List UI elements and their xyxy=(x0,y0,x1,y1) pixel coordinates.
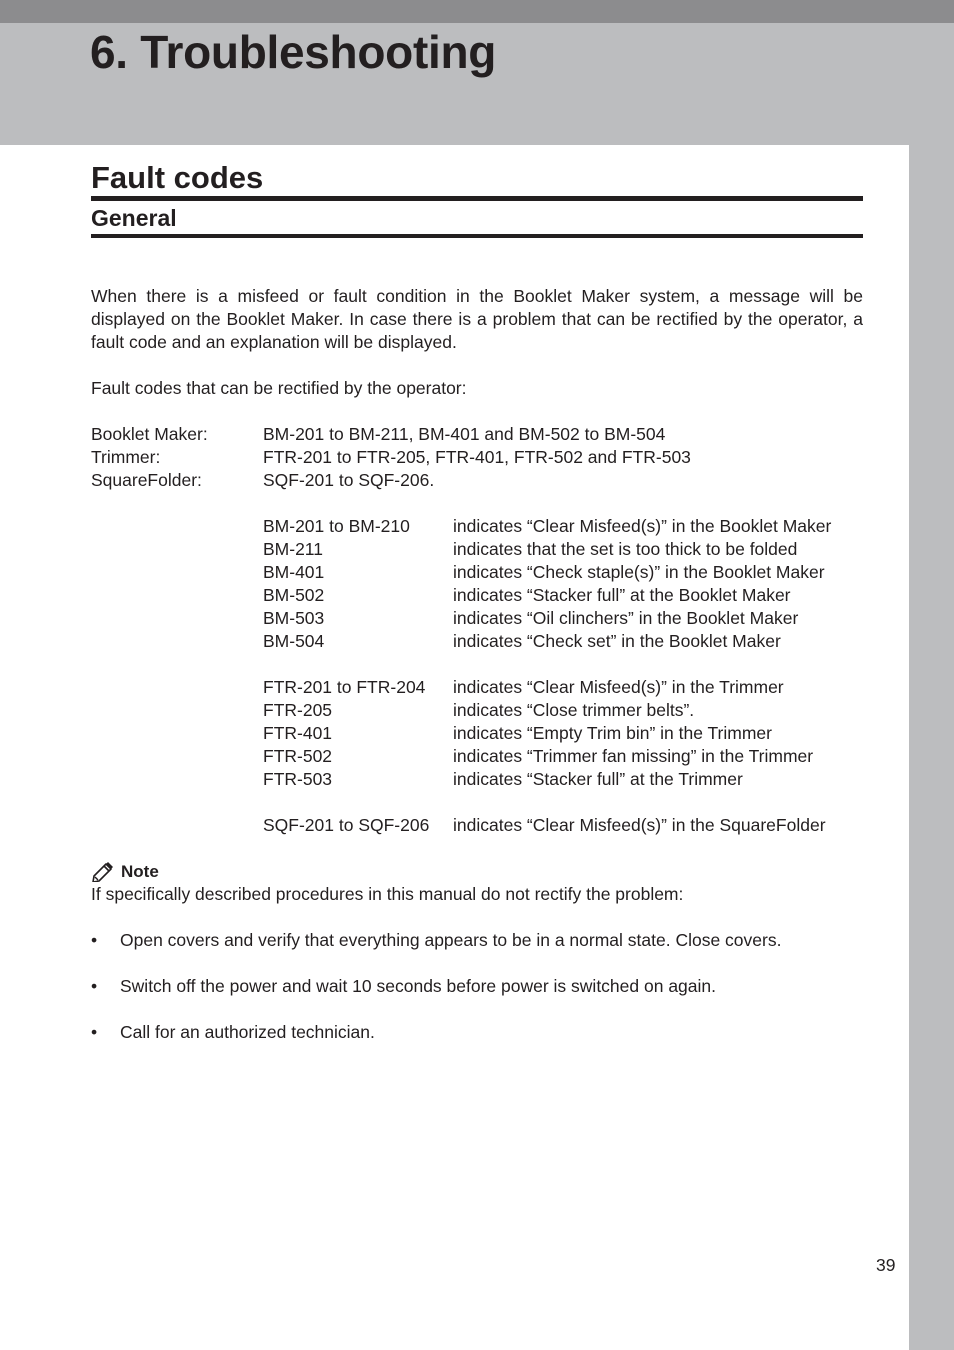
code-row xyxy=(91,584,863,607)
note-title: Note xyxy=(121,862,159,881)
note-heading xyxy=(91,860,863,883)
fault-code: SQF-201 to SQF-206 xyxy=(263,815,430,835)
fault-description: indicates “Empty Trim bin” in the Trimmer xyxy=(453,723,772,743)
code-row xyxy=(91,768,863,791)
device-row xyxy=(91,446,863,469)
bullet-icon: • xyxy=(91,976,98,996)
page-content xyxy=(91,160,863,1044)
bullet-text: Switch off the power and wait 10 seconds before power is switched on again. xyxy=(120,976,716,996)
pencil-icon xyxy=(91,862,115,882)
fault-code: BM-201 to BM-210 xyxy=(263,516,410,536)
chapter-title: 6. Troubleshooting xyxy=(90,26,497,78)
note-section xyxy=(91,860,863,1044)
device-codes: BM-201 to BM-211, BM-401 and BM-502 to BM-504 xyxy=(263,424,666,444)
fault-description: indicates “Clear Misfeed(s)” in the SquareFolder xyxy=(453,815,826,835)
fault-code: FTR-503 xyxy=(263,769,333,789)
fault-description: indicates “Clear Misfeed(s)” in the Trimmer xyxy=(453,677,784,697)
sqf-code-group xyxy=(91,814,863,837)
fault-description: indicates “Check staple(s)” in the Booklet Maker xyxy=(453,562,825,582)
code-row xyxy=(91,515,863,538)
list-item xyxy=(91,1021,863,1044)
bullet-icon: • xyxy=(91,1022,98,1042)
intro-paragraph: When there is a misfeed or fault condition in the Booklet Maker system, a message will be displayed on the Booklet Maker. In case there is a problem that can be rectified by the operator, a fault code and an explanation will be displayed. xyxy=(91,286,863,352)
code-row xyxy=(91,722,863,745)
code-row xyxy=(91,676,863,699)
device-codes: FTR-201 to FTR-205, FTR-401, FTR-502 and FTR-503 xyxy=(263,447,691,467)
code-row xyxy=(91,561,863,584)
note-text: If specifically described procedures in this manual do not rectify the problem: xyxy=(91,884,684,904)
device-name: SquareFolder: xyxy=(91,470,202,490)
device-name: Trimmer: xyxy=(91,447,161,467)
fault-code: BM-211 xyxy=(263,539,323,559)
section-title: Fault codes xyxy=(91,160,863,201)
fault-description: indicates “Stacker full” at the Booklet Maker xyxy=(453,585,791,605)
top-strip xyxy=(0,0,954,23)
bullet-text: Open covers and verify that everything appears to be in a normal state. Close covers. xyxy=(120,930,782,950)
fault-description: indicates “Clear Misfeed(s)” in the Booklet Maker xyxy=(453,516,832,536)
bm-code-group xyxy=(91,515,863,653)
fault-code: BM-401 xyxy=(263,562,325,582)
code-row xyxy=(91,630,863,653)
code-row xyxy=(91,814,863,837)
device-codes: SQF-201 to SQF-206. xyxy=(263,470,435,490)
fault-description: indicates “Close trimmer belts”. xyxy=(453,700,695,720)
fault-description: indicates “Trimmer fan missing” in the Trimmer xyxy=(453,746,814,766)
fault-code: FTR-502 xyxy=(263,746,333,766)
device-row xyxy=(91,469,863,492)
fault-code: FTR-201 to FTR-204 xyxy=(263,677,426,697)
fault-description: indicates “Stacker full” at the Trimmer xyxy=(453,769,743,789)
fault-code: BM-503 xyxy=(263,608,325,628)
fault-code: BM-502 xyxy=(263,585,325,605)
fault-description: indicates “Oil clinchers” in the Booklet Maker xyxy=(453,608,799,628)
side-band xyxy=(909,145,954,1350)
ftr-code-group xyxy=(91,676,863,791)
list-item xyxy=(91,975,863,998)
note-bullets xyxy=(91,929,863,1044)
page-number: 39 xyxy=(876,1255,896,1275)
device-name: Booklet Maker: xyxy=(91,424,208,444)
fault-code: FTR-401 xyxy=(263,723,333,743)
code-row xyxy=(91,699,863,722)
fault-code: BM-504 xyxy=(263,631,325,651)
code-row xyxy=(91,745,863,768)
list-item xyxy=(91,929,863,952)
lead-paragraph: Fault codes that can be rectified by the operator: xyxy=(91,378,467,398)
fault-description: indicates that the set is too thick to be folded xyxy=(453,539,798,559)
device-row xyxy=(91,423,863,446)
fault-code: FTR-205 xyxy=(263,700,333,720)
code-row xyxy=(91,607,863,630)
device-list xyxy=(91,423,863,492)
section-subtitle: General xyxy=(91,201,863,238)
bullet-icon: • xyxy=(91,930,98,950)
fault-description: indicates “Check set” in the Booklet Maker xyxy=(453,631,781,651)
code-row xyxy=(91,538,863,561)
bullet-text: Call for an authorized technician. xyxy=(120,1022,375,1042)
